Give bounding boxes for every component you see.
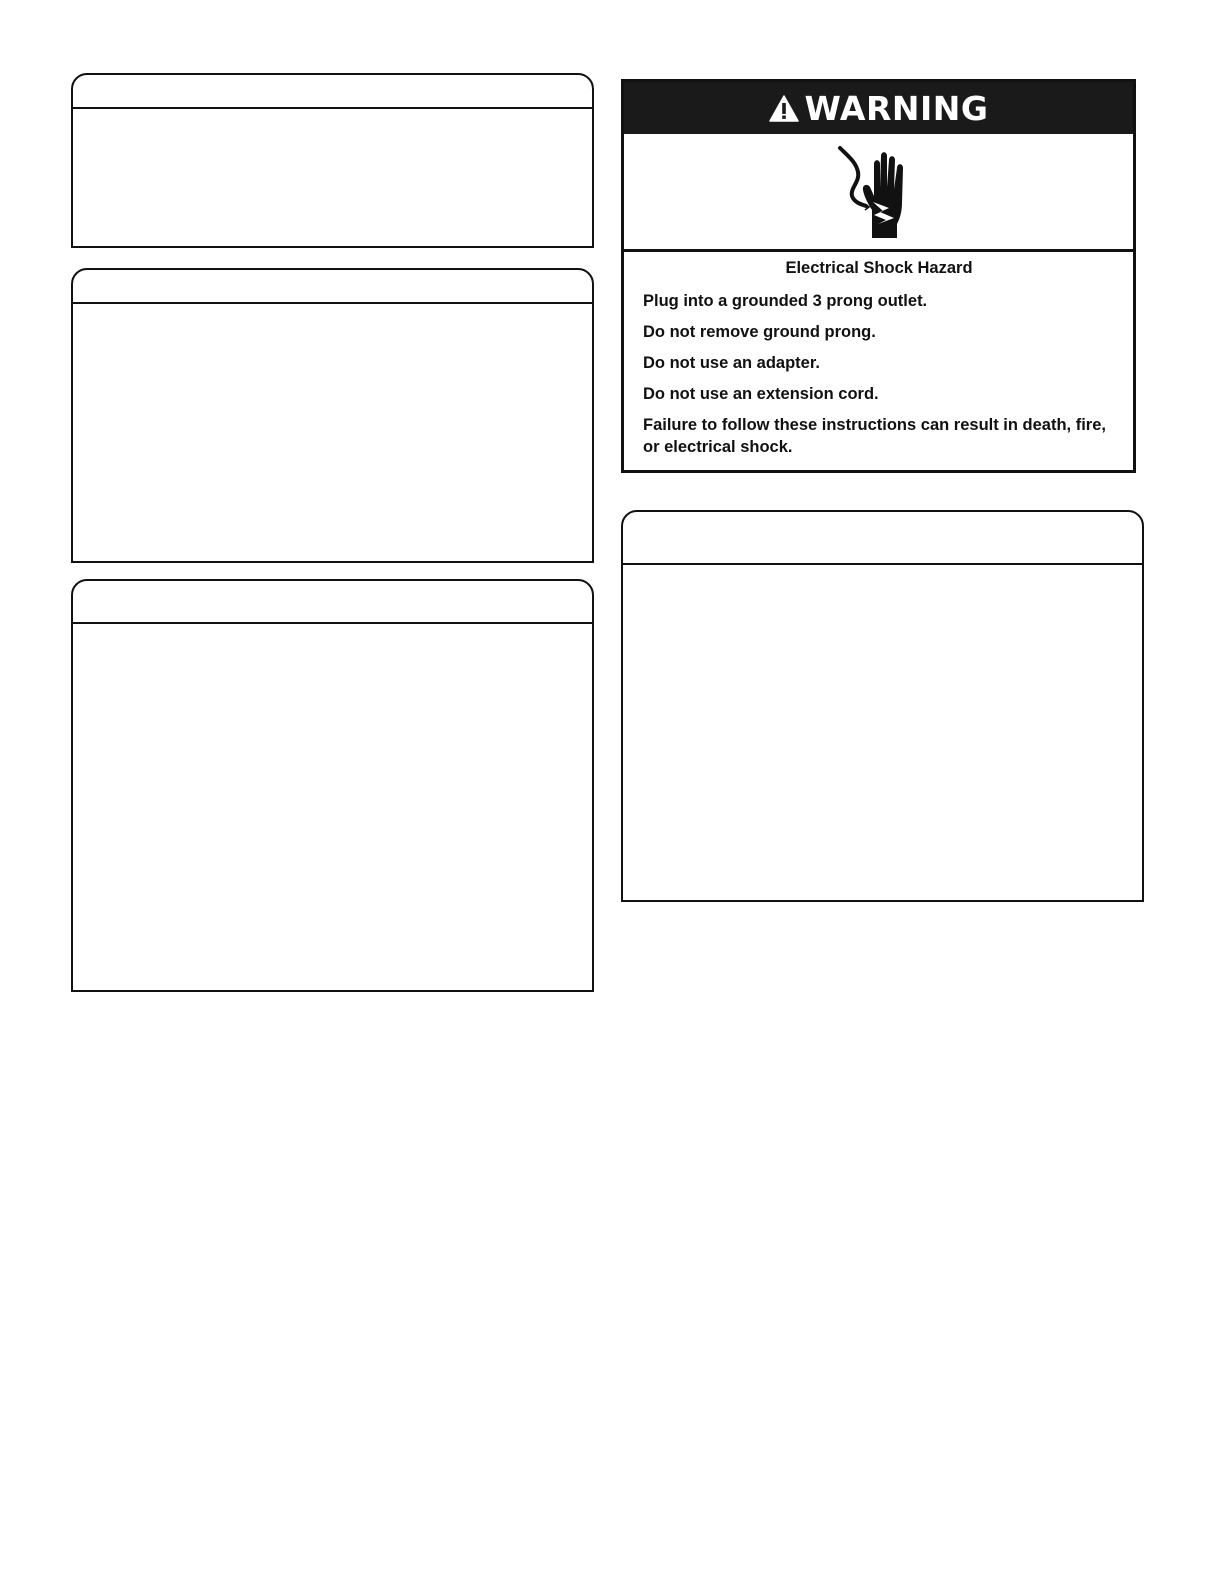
warning-panel [621, 79, 1136, 473]
instruction-line: Failure to follow these instructions can result in death, fire, or electrical shock. [643, 416, 1106, 456]
instruction-line: Plug into a grounded 3 prong outlet. [643, 292, 928, 310]
tab-divider [73, 622, 592, 624]
tab-divider [73, 107, 592, 109]
instruction-line: Do not use an adapter. [643, 354, 820, 372]
electrical-shock-hand-icon [834, 144, 924, 240]
hazard-symbol-area [624, 134, 1133, 252]
warning-header [624, 82, 1133, 134]
warning-body [624, 252, 1133, 470]
empty-info-box-3 [71, 579, 594, 992]
warning-title: WARNING [804, 88, 989, 128]
instruction-line: Do not remove ground prong. [643, 323, 876, 341]
instruction-line: Do not use an extension cord. [643, 385, 879, 403]
empty-info-box-2 [71, 268, 594, 563]
empty-info-box-1 [71, 73, 594, 248]
hazard-heading: Electrical Shock Hazard [785, 259, 973, 277]
tab-divider [623, 563, 1142, 565]
warning-triangle-icon [769, 95, 799, 122]
tab-divider [73, 302, 592, 304]
empty-info-box-4 [621, 510, 1144, 902]
